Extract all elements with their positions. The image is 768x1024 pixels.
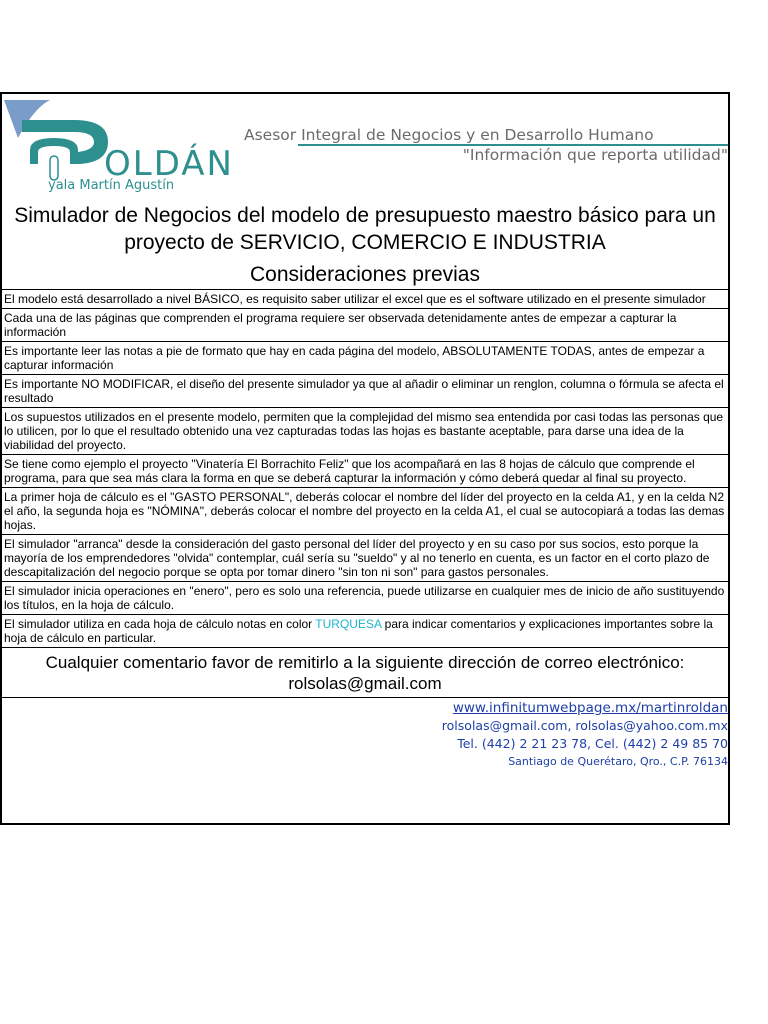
- list-item-text: para indicar comentarios y explicaciones importantes sobre la hoja de cálculo en particular.: [4, 617, 713, 645]
- list-item: Se tiene como ejemplo el proyecto "Vinatería El Borrachito Feliz" que los acompañará en las 8 hojas de cálculo que comprende el programa, para que sea más clara la forma en que se deberá capturar la información y cómo deberá quedar al final su proyecto.: [2, 454, 728, 487]
- website-link[interactable]: www.infinitumwebpage.mx/martinroldan: [452, 700, 728, 716]
- list-item: El modelo está desarrollado a nivel BÁSICO, es requisito saber utilizar el excel que es el software utilizado en el presente simulador: [2, 289, 728, 308]
- footer-address: Santiago de Querétaro, Qro., C.P. 76134: [508, 755, 728, 768]
- header: [2, 94, 728, 193]
- roldan-logo: [4, 98, 234, 193]
- logo-subtitle: yala Martín Agustín: [48, 178, 175, 193]
- tagline: Asesor Integral de Negocios y en Desarrollo Humano: [244, 126, 654, 144]
- document-sheet: [0, 92, 730, 825]
- list-item: El simulador inicia operaciones en "enero", pero es solo una referencia, puede utilizarse en cualquier mes de inicio de año sustituyendo los títulos, en la hoja de cálculo.: [2, 581, 728, 614]
- considerations-list: [2, 289, 728, 770]
- list-item-text: El simulador utiliza en cada hoja de cálculo notas en color: [4, 617, 316, 631]
- slogan: "Información que reporta utilidad": [462, 146, 728, 164]
- list-item: Es importante NO MODIFICAR, el diseño del presente simulador ya que al añadir o eliminar un renglon, columna o fórmula se afecta el resultado: [2, 374, 728, 407]
- page-title: Simulador de Negocios del modelo de presupuesto maestro básico para un proyecto de SERVICIO, COMERCIO E INDUSTRIA: [14, 204, 716, 254]
- list-item: Cada una de las páginas que comprenden el programa requiere ser observada detenidamente antes de empezar a capturar la información: [2, 308, 728, 341]
- logo-name: OLDÁN: [104, 144, 234, 184]
- list-item: Es importante leer las notas a pie de formato que hay en cada página del modelo, ABSOLUTAMENTE TODAS, antes de empezar a capturar información: [2, 341, 728, 374]
- list-item: Los supuestos utilizados en el presente modelo, permiten que la complejidad del mismo sea entendida por casi todas las personas que lo utilicen, por lo que el resultado obtenido una vez capturadas todas las hojas es bastante aceptable, para darse una idea de la viabilidad del proyecto.: [2, 407, 728, 454]
- contact-note: [2, 647, 728, 697]
- footer: [2, 697, 728, 770]
- footer-phones: Tel. (442) 2 21 23 78, Cel. (442) 2 49 85 70: [457, 736, 728, 751]
- turquoise-highlight: TURQUESA: [315, 617, 382, 631]
- list-item: La primer hoja de cálculo es el "GASTO PERSONAL", deberás colocar el nombre del líder del proyecto en la celda A1, y en la celda N2 el año, la segunda hoja es "NÓMINA", deberás colocar el nombre del proyecto en la celda A1, el cual se autocopiará a todas las demas hojas.: [2, 487, 728, 534]
- footer-emails: rolsolas@gmail.com, rolsolas@yahoo.com.mx: [441, 718, 728, 733]
- list-item: El simulador "arranca" desde la consideración del gasto personal del líder del proyecto y en su caso por sus socios, esto porque la mayoría de los emprendedores "olvida" contemplar, cuál sería su "sueldo" y al no tenerlo en cuenta, es un factor en el corto plazo de descapitalización del negocio porque se opta por tomar dinero "sin ton ni son" para gastos personales.: [2, 534, 728, 581]
- section-subtitle: Consideraciones previas: [250, 263, 480, 286]
- list-item: [2, 614, 728, 647]
- contact-text: Cualquier comentario favor de remitirlo a la siguiente dirección de correo electrónico:: [45, 653, 685, 672]
- contact-email: rolsolas@gmail.com: [288, 674, 442, 693]
